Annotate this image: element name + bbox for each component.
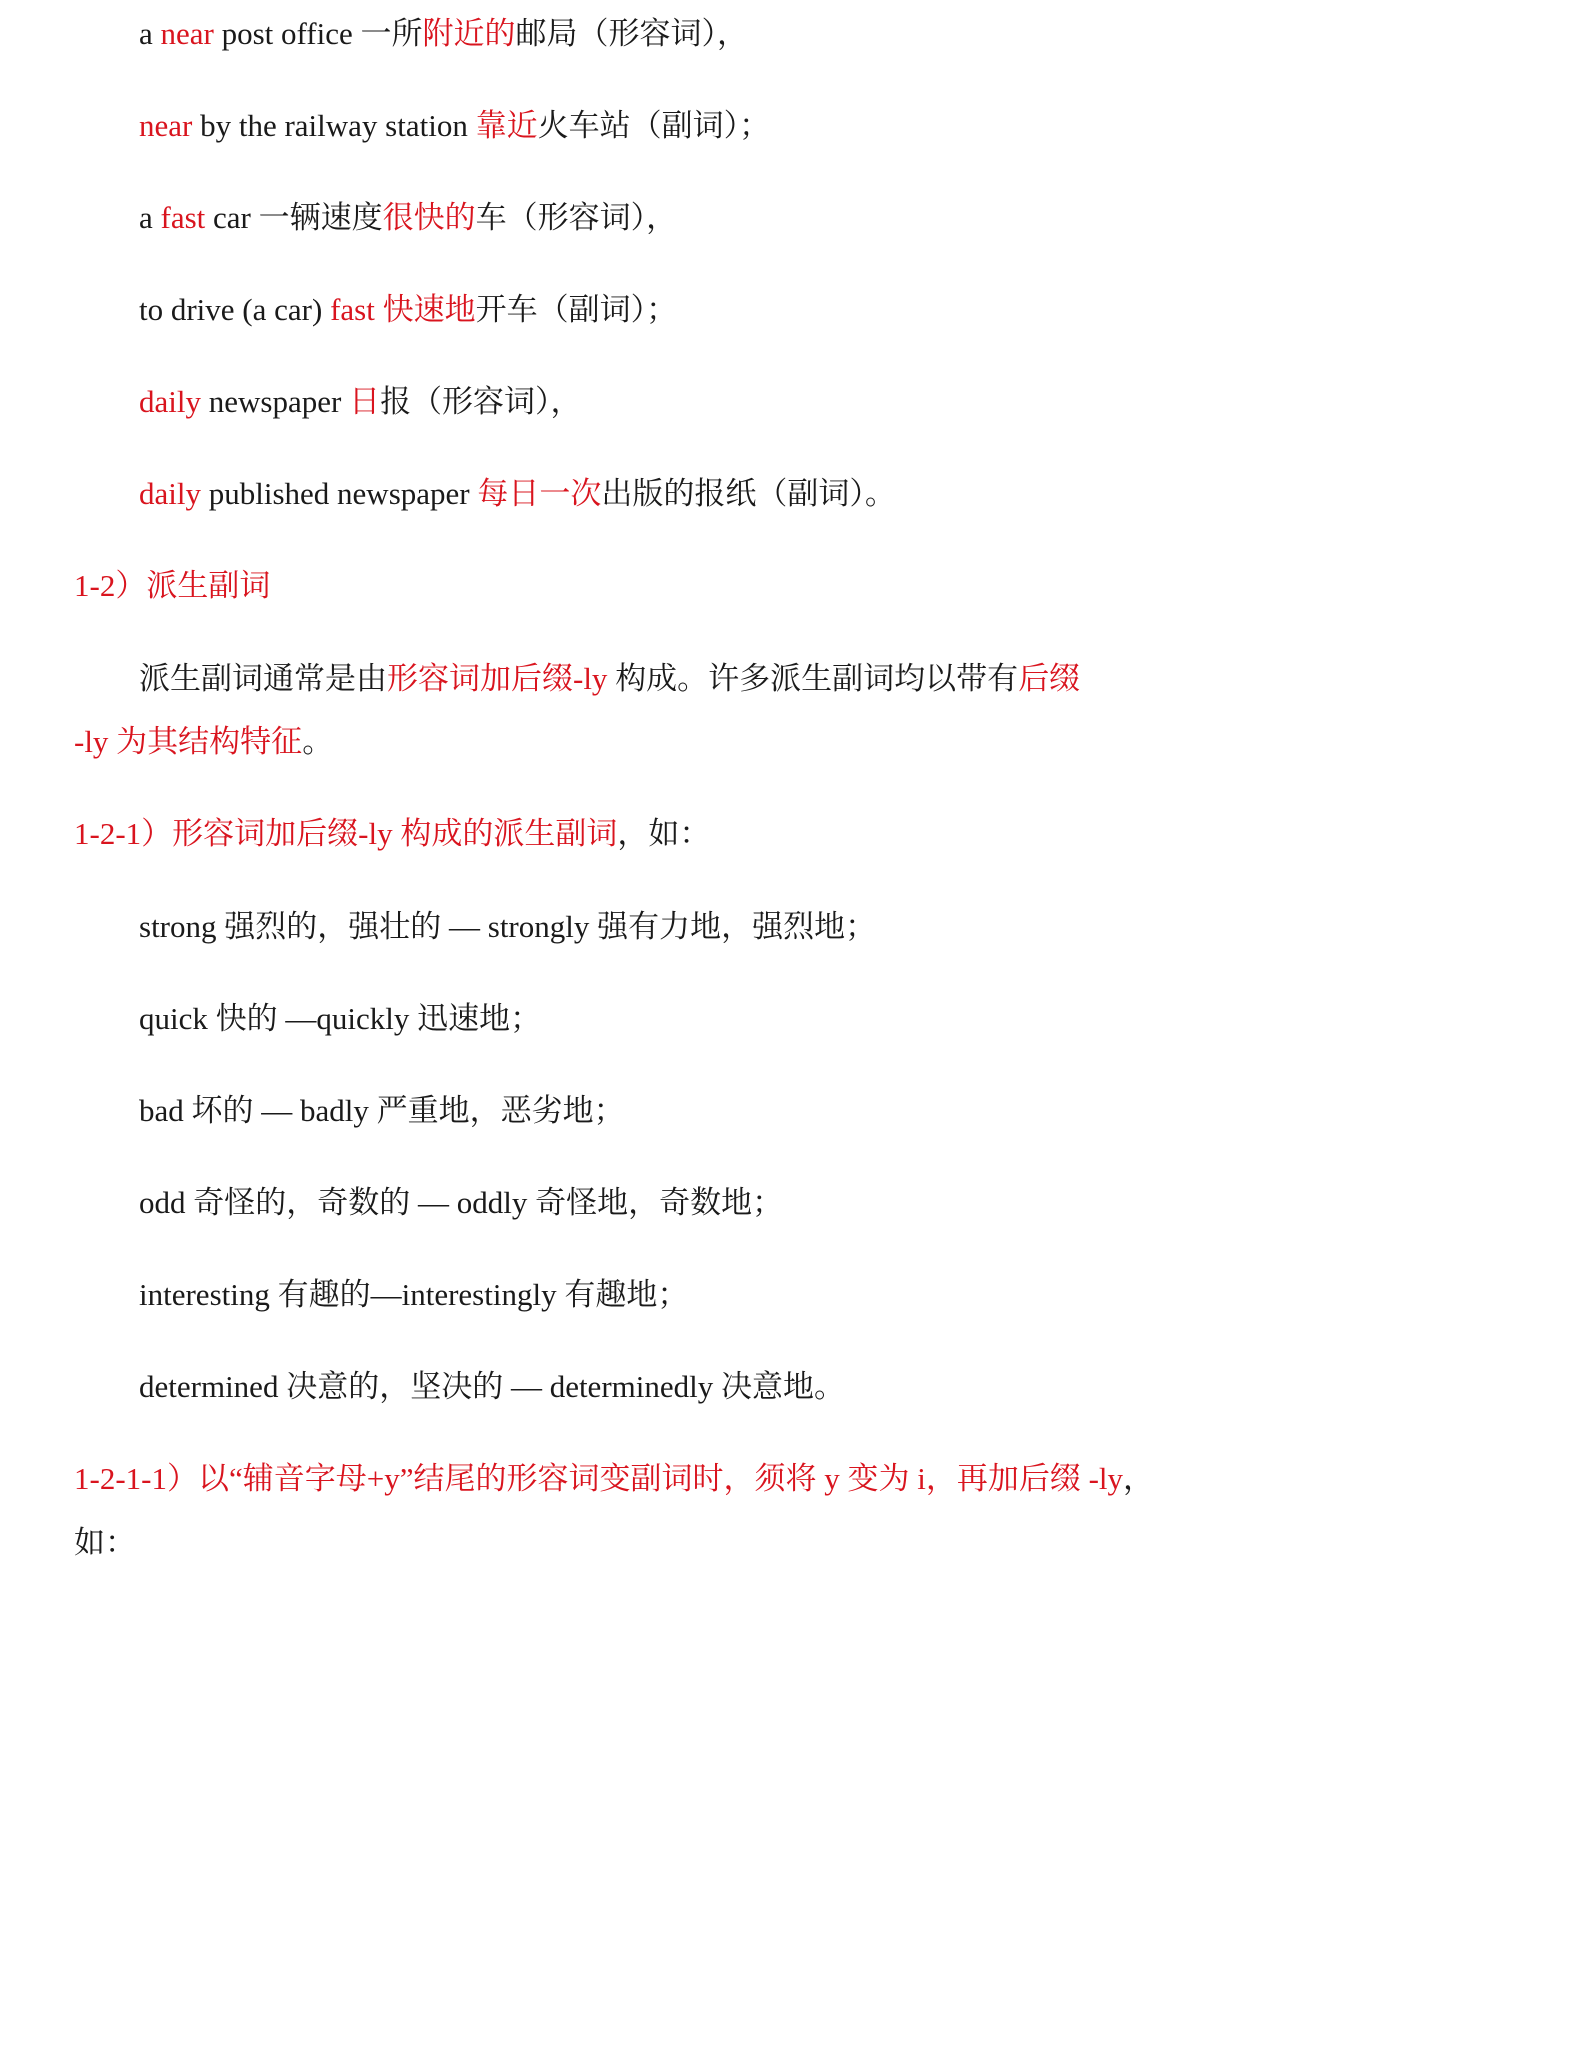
example-text: a [139,16,161,51]
example-daily-adjective [139,382,582,422]
example-text [375,292,383,327]
heading-adjective-plus-ly [74,814,710,854]
example-quickly: quick 快的 —quickly 迅速地； [139,1001,542,1036]
highlight-word: 附近的 [422,16,516,51]
highlight-word: daily [139,384,201,419]
heading-consonant-y-rule-cont: 如： [74,1525,136,1560]
example-text: to drive (a car) [139,292,331,327]
example-badly: bad 坏的 — badly 严重地，恶劣地； [139,1093,625,1128]
example-text: car [205,200,259,235]
example-text: 车（形容词）， [475,200,678,235]
example-determinedly: determined 决意的，坚决的 — determinedly 决意地。 [139,1369,845,1404]
highlight-word: 快速地 [382,292,476,327]
paragraph-derived-adverbs-line1 [139,659,1080,699]
highlight-word: near [160,16,214,51]
example-fast-adjective [139,198,677,238]
highlight-word: daily [139,476,201,511]
example-text: 一辆速度 [258,200,383,235]
heading-text: 1-2-1）形容词加后缀-ly 构成的派生副词 [74,816,618,851]
paragraph-text: 派生副词通常是由 [139,661,387,696]
heading-consonant-y-rule [74,1459,1154,1499]
paragraph-text: 。 [302,724,334,759]
example-text: by the railway station [192,108,476,143]
example-oddly: odd 奇怪的，奇数的 — oddly 奇怪地，奇数地； [139,1185,784,1220]
example-near-adjective [139,14,748,54]
example-text: post office [213,16,361,51]
example-text: newspaper [201,384,350,419]
highlight-word: near [139,108,193,143]
example-text: 出版的报纸（副词）。 [601,476,896,511]
example-text: published newspaper [201,476,478,511]
highlight-word: 每日一次 [477,476,602,511]
paragraph-text: 构成。许多派生副词均以带有 [607,661,1019,696]
highlight-word: 靠近 [475,108,538,143]
paragraph-derived-adverbs-line2 [74,722,333,762]
highlight-word: fast [160,200,206,235]
heading-text: 1-2-1-1）以“辅音字母+y”结尾的形容词变副词时，须将 y 变为 i，再加后缀 -ly [74,1461,1124,1496]
highlight-word: fast [330,292,375,327]
example-near-adverb [139,106,770,146]
heading-suffix: ，如： [617,816,711,851]
highlight-word: 很快的 [382,200,476,235]
example-fast-adverb [139,290,677,330]
example-text: 火车站（副词）； [537,108,771,143]
highlight-phrase: 形容词加后缀-ly [387,661,608,696]
highlight-word: 日 [349,384,381,419]
example-interestingly: interesting 有趣的—interestingly 有趣地； [139,1277,689,1312]
heading-derived-adverbs: 1-2）派生副词 [74,568,271,603]
highlight-phrase: 后缀 [1018,661,1081,696]
example-text: 开车（副词）； [475,292,678,327]
example-text: 报（形容词）， [380,384,582,419]
example-daily-adverb [139,474,896,514]
heading-suffix: ， [1123,1461,1155,1496]
example-text: 邮局（形容词）， [515,16,749,51]
example-strongly: strong 强烈的，强壮的 — strongly 强有力地，强烈地； [139,909,877,944]
example-text: a [139,200,161,235]
example-text: 一所 [360,16,423,51]
highlight-phrase: -ly 为其结构特征 [74,724,303,759]
